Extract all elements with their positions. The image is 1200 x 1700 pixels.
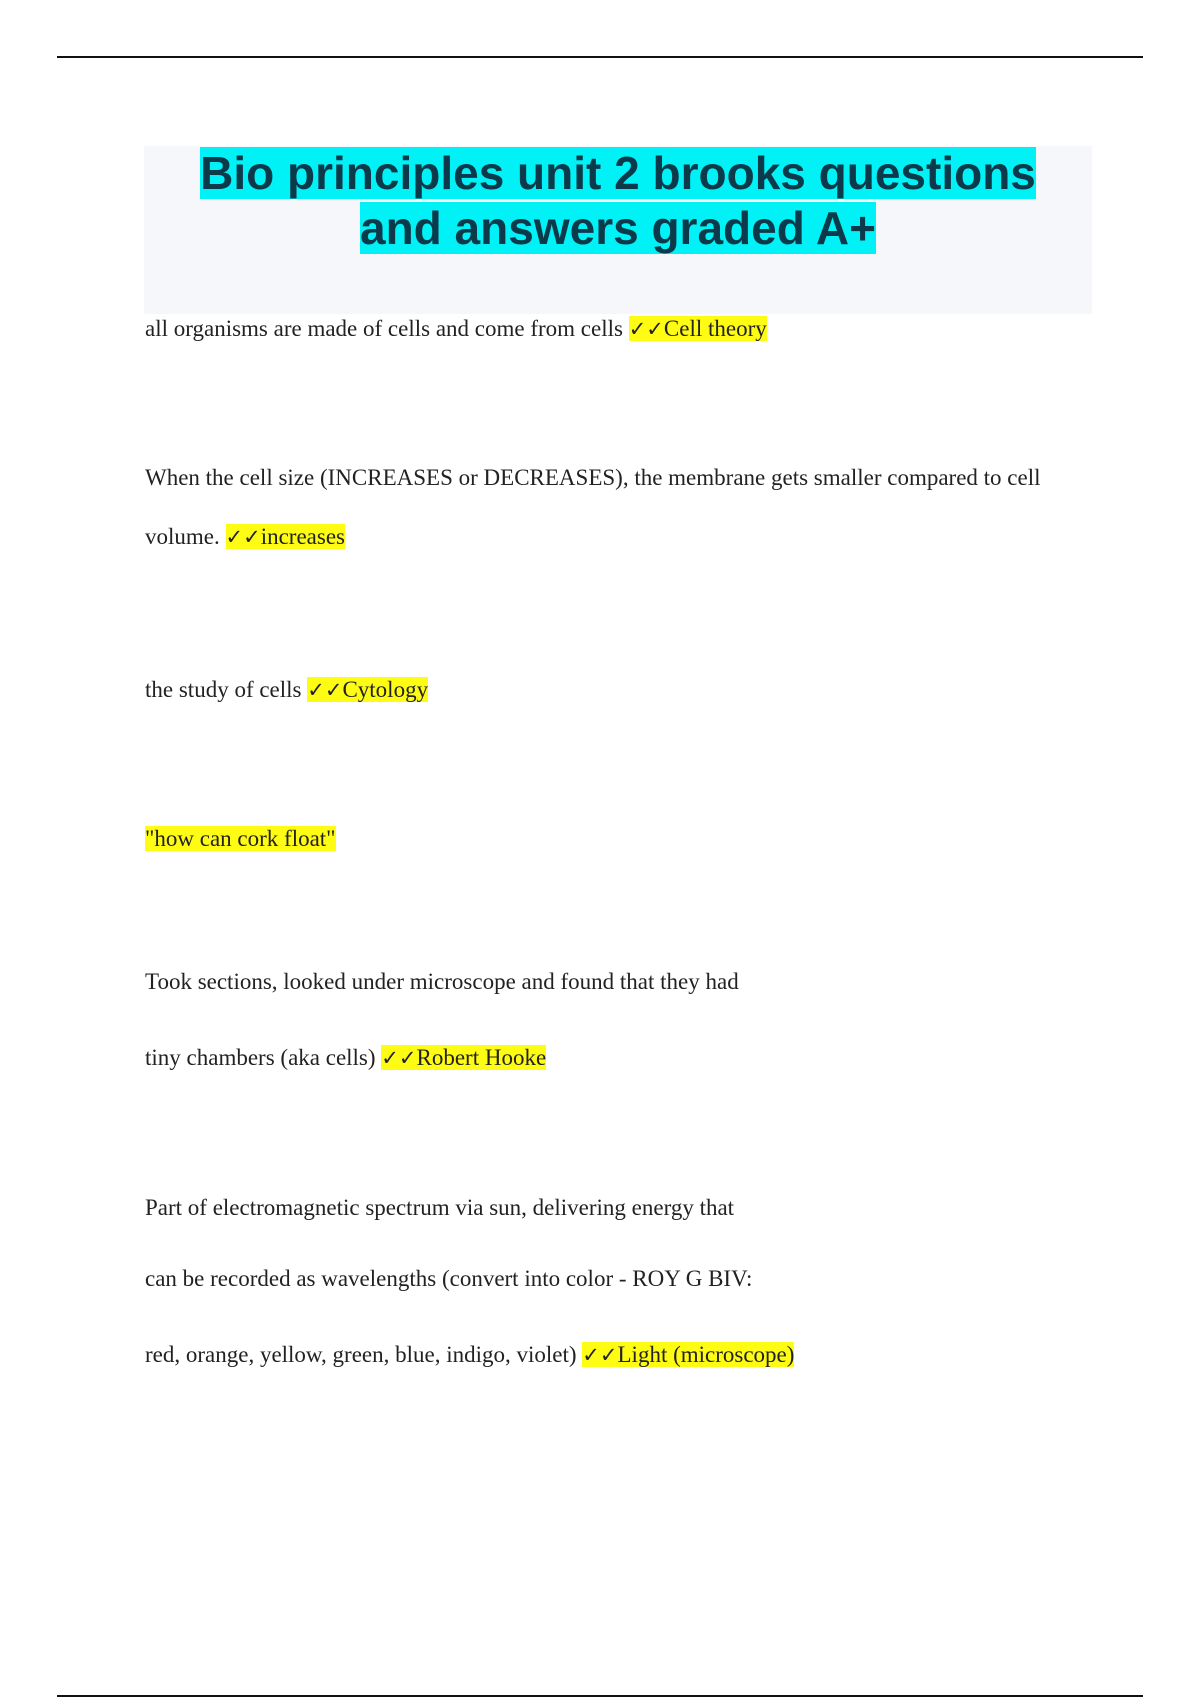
question-text: tiny chambers (aka cells)	[145, 1045, 376, 1070]
top-rule	[57, 56, 1143, 58]
title-line-2: and answers graded A+	[360, 202, 876, 254]
document-title	[144, 146, 1092, 256]
question-text: When the cell size (INCREASES or DECREASES), the membrane gets smaller compared to cell	[145, 465, 1041, 490]
qa-item-5-line-2	[145, 1044, 546, 1072]
question-text: can be recorded as wavelengths (convert into color - ROY G BIV:	[145, 1266, 753, 1291]
qa-item-6-line-3	[145, 1341, 794, 1369]
check-mark-icon: ✓✓	[381, 1046, 417, 1070]
qa-item-6-line-1	[145, 1194, 734, 1222]
answer-text: Cell theory	[663, 316, 767, 341]
question-text: Took sections, looked under microscope and found that they had	[145, 969, 739, 994]
answer-highlight	[307, 677, 428, 702]
answer-text: Cytology	[342, 677, 429, 702]
check-mark-icon: ✓✓	[582, 1343, 618, 1367]
qa-item-3	[145, 676, 428, 704]
check-mark-icon: ✓✓	[307, 678, 343, 702]
qa-item-2-line-2	[145, 523, 345, 551]
qa-item-1	[145, 315, 767, 343]
question-text: volume.	[145, 524, 220, 549]
question-text: red, orange, yellow, green, blue, indigo, violet)	[145, 1342, 577, 1367]
answer-highlight	[381, 1045, 546, 1070]
check-mark-icon: ✓✓	[225, 525, 261, 549]
question-text: all organisms are made of cells and come from cells	[145, 316, 623, 341]
question-text-highlighted: "how can cork float"	[145, 826, 336, 851]
qa-item-5-line-1	[145, 968, 739, 996]
question-text: Part of electromagnetic spectrum via sun, delivering energy that	[145, 1195, 735, 1220]
qa-item-2-line-1	[145, 464, 1041, 492]
bottom-rule	[57, 1695, 1143, 1697]
question-text: the study of cells	[145, 677, 302, 702]
qa-item-6-line-2	[145, 1265, 752, 1293]
answer-highlight	[226, 524, 346, 549]
answer-text: increases	[260, 524, 345, 549]
answer-text: Light (microscope)	[617, 1342, 795, 1367]
answer-highlight	[629, 316, 767, 341]
title-line-1: Bio principles unit 2 brooks questions	[200, 147, 1036, 199]
answer-highlight	[582, 1342, 794, 1367]
answer-text: Robert Hooke	[416, 1045, 547, 1070]
check-mark-icon: ✓✓	[628, 317, 664, 341]
qa-item-4	[145, 825, 336, 853]
